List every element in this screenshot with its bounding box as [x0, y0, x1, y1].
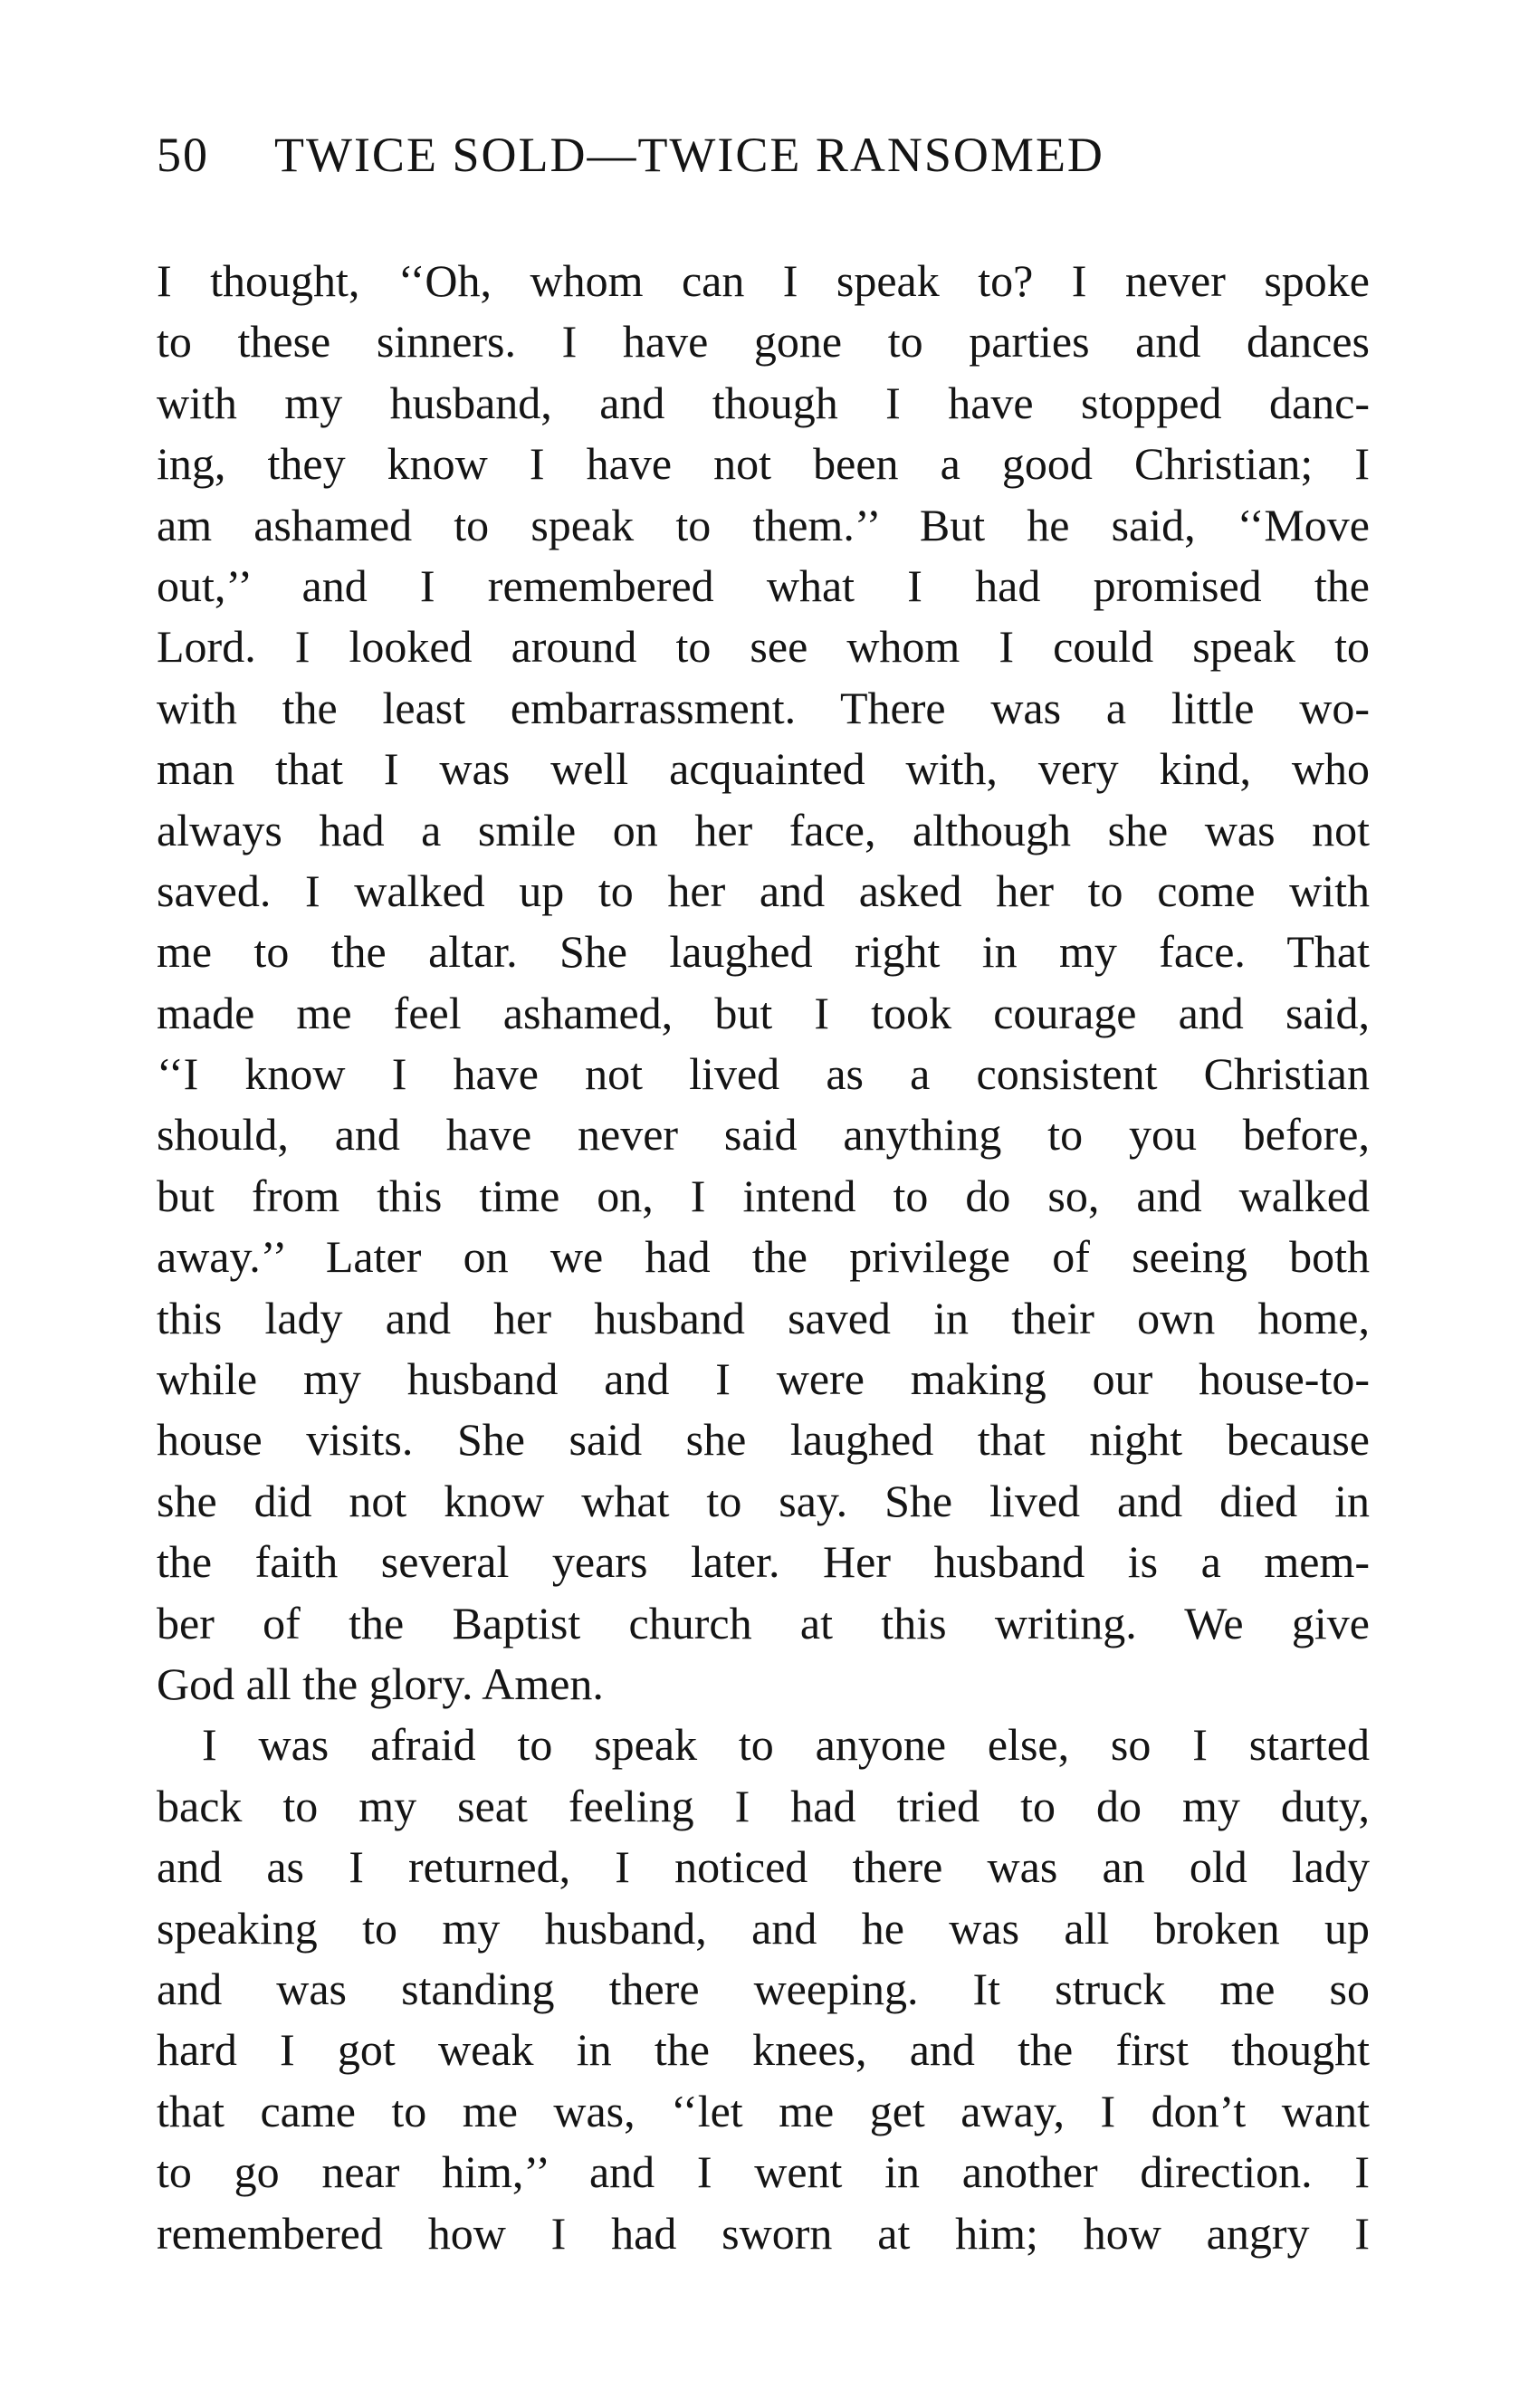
text-line: and was standing there weeping. It struck me so — [157, 1963, 1370, 2014]
text-line: me to the altar. She laughed right in my face. That — [157, 926, 1370, 978]
text-line: saved. I walked up to her and asked her to come with — [157, 865, 1370, 916]
text-line: hard I got weak in the knees, and the first thought — [157, 2024, 1370, 2076]
text-line: she did not know what to say. She lived and died in — [157, 1475, 1370, 1526]
running-title: TWICE SOLD—TWICE RANSOMED — [274, 128, 1104, 182]
text-line: this lady and her husband saved in their own home, — [157, 1292, 1370, 1343]
page-header — [157, 127, 1370, 190]
text-line: to these sinners. I have gone to parties and dances — [157, 316, 1370, 368]
text-line: with the least embarrassment. There was a little wo- — [157, 682, 1370, 733]
text-line: away.’’ Later on we had the privilege of seeing both — [157, 1231, 1370, 1283]
text-line: the faith several years later. Her husband is a mem- — [157, 1536, 1370, 1588]
text-line: am ashamed to speak to them.’’ But he said, ‘‘Move — [157, 499, 1370, 550]
text-line: speaking to my husband, and he was all broken up — [157, 1902, 1370, 1954]
text-line: ‘‘I know I have not lived as a consistent Christian — [157, 1048, 1370, 1100]
text-line: made me feel ashamed, but I took courage and said, — [157, 987, 1370, 1038]
text-line: ber of the Baptist church at this writing. We give — [157, 1597, 1370, 1648]
text-line: back to my seat feeling I had tried to do my duty, — [157, 1780, 1370, 1831]
text-line: I was afraid to speak to anyone else, so I started — [202, 1719, 1370, 1771]
text-line: God all the glory. Amen. — [157, 1658, 604, 1709]
text-line: remembered how I had sworn at him; how angry I — [157, 2207, 1370, 2259]
text-line: man that I was well acquainted with, very kind, who — [157, 743, 1370, 795]
text-line: Lord. I looked around to see whom I could speak to — [157, 621, 1370, 673]
page-number: 50 — [157, 128, 209, 182]
text-line: always had a smile on her face, although she was not — [157, 804, 1370, 855]
text-line: ing, they know I have not been a good Christian; I — [157, 438, 1370, 490]
text-line: to go near him,’’ and I went in another direction. I — [157, 2146, 1370, 2198]
text-line: that came to me was, ‘‘let me get away, I don’t want — [157, 2085, 1370, 2136]
text-line: with my husband, and though I have stopped danc- — [157, 377, 1370, 428]
text-line: while my husband and I were making our house-to- — [157, 1353, 1370, 1405]
text-line: but from this time on, I intend to do so, and walked — [157, 1170, 1370, 1221]
body-text — [157, 251, 1370, 2264]
text-line: house visits. She said she laughed that night because — [157, 1414, 1370, 1466]
text-line: I thought, ‘‘Oh, whom can I speak to? I never spoke — [157, 255, 1370, 306]
text-line: should, and have never said anything to you before, — [157, 1109, 1370, 1161]
text-line: and as I returned, I noticed there was an old lady — [157, 1841, 1370, 1893]
text-line: out,’’ and I remembered what I had promised the — [157, 559, 1370, 611]
